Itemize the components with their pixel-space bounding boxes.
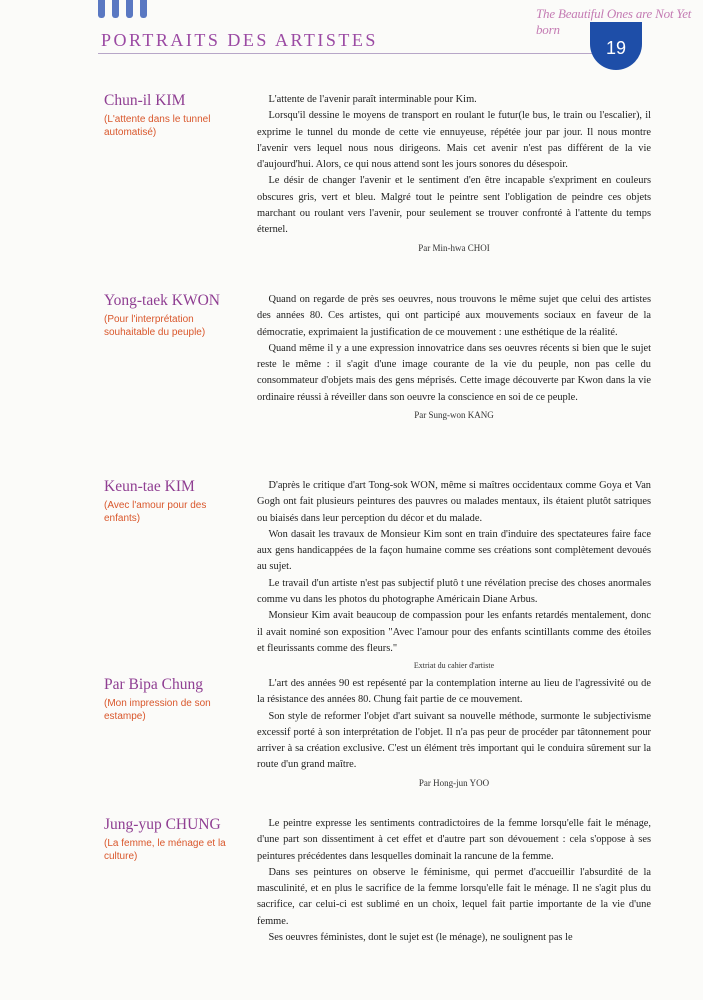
paragraph: Son style de reformer l'objet d'art suivant sa nouvelle méthode, surmonte le subjectivisme excessif porté à son interprétation de l'objet. Il n'a pas peur de procéder par tâtonnement pour arriver à sa création exclusive. C'est un élément très important qui le conduira sûrement sur la route d'un grand maître. [257,710,651,771]
book-tagline: The Beautiful Ones are Not Yet born [536,6,692,37]
artwork-title: (Pour l'interprétation souhaitable du peuple) [104,314,206,338]
paragraph: L'attente de l'avenir paraît interminable pour Kim. [268,94,477,105]
artist-description [257,478,651,675]
artist-name: Chun-il KIM [104,92,186,109]
header-divider [98,53,618,54]
decoration-bar [140,0,147,18]
section-title: PORTRAITS DES ARTISTES [101,30,378,50]
author-signature: Par Sung-won KANG [414,410,494,421]
paragraph: Quand même il y a une expression innovatrice dans ses oeuvres récents si bien que le sujet reste le même : il s'agit d'une image courante de la vie du peuple, non pas celle du consommateur d'objets mais des gens méprisés. Cette image découverte par Kwon dans la vie ordinaire réussi à réveiller dans son oeuvre la conscience en soi de ce peuple. [257,342,651,403]
paragraph: Le peintre expresse les sentiments contradictoires de la femme lorsqu'elle fait le ménage, d'une part son dissentiment à cet effet et d'autre part son dévouement : cela s'oppose à ses peintures précédentes dans lesquelles dominait la rancune de la femme. [257,818,651,862]
artwork-title: (Mon impression de son estampe) [104,698,211,722]
author-signature: Par Hong-jun YOO [418,777,490,788]
artist-name: Yong-taek KWON [104,292,220,309]
paragraph: Quand on regarde de près ses oeuvres, nous trouvons le même sujet que celui des artistes des années 80. Ces artistes, qui ont participé aux mouvements sociaux en faveur de la démocratie, exprimaient la justification de ce mouvement : une esthétique de la réalité. [257,294,651,338]
paragraph: Le désir de changer l'avenir et le sentiment d'en être incapable s'expriment en couleurs obscures gris, vert et bleu. Malgré tout le peintre sent l'obligation de peindre ces objets marchant ou roulant vers l'avenir, pour seulement se trouver confronté à l'attente du temps éternel. [257,175,651,236]
paragraph: Le travail d'un artiste n'est pas subjectif plutô t une révélation precise des choses anormales comme vu dans les photos du photographe Américain Diane Arbus. [257,577,651,606]
artist-description [257,292,651,423]
paragraph: D'après le critique d'art Tong-sok WON, même si maîtres occidentaux comme Goya et Van Gogh ont fait plusieurs peintures des pauvres ou malades mentaux, ils étaient plutôt satriques ou biaisés dans leur perception du décor et du malade. [257,480,651,524]
artist-description [257,92,651,256]
paragraph: Ses oeuvres féministes, dont le sujet est (le ménage), ne soulignent pas le [268,932,573,944]
paragraph: L'art des années 90 est repésenté par la contemplation interne au lieu de l'agressivité ou de la résistance des années 80. Chung fait partie de ce mouvement. [257,678,651,706]
paragraph: Lorsqu'il dessine le moyens de transport en roulant le futur(le bus, le train ou l'escalier), il exprime le tunnel du monde de cette vie ennuyeuse, répétée jour par jour. Il nous montre l'avenir vers lequel nous nous dirigeons. Mais cet avenir n'est pas différent de la vie d'aujourd'hui. Alors, ce qui nous attend sont les jours sonores du désespoir. [257,110,651,171]
page-number-tab [590,22,642,70]
artist-description [257,816,651,946]
decoration-bar [98,0,105,18]
header-decoration-bars [98,0,158,18]
artist-name: Par Bipa Chung [104,676,204,693]
decoration-bar [112,0,119,18]
author-signature: Par Min-hwa CHOI [418,242,490,253]
artwork-title: (L'attente dans le tunnel automatisé) [104,114,211,138]
artist-name: Jung-yup CHUNG [104,816,221,833]
decoration-bar [126,0,133,18]
artwork-title: (Avec l'amour pour des enfants) [104,500,207,524]
paragraph: Monsieur Kim avait beaucoup de compassion pour les enfants retardés mentalement, donc il avait nominé son exposition "Avec l'amour pour des enfants scintillants comme des étoiles et fleurissants comme des fleurs." [257,610,651,654]
artist-name: Keun-tae KIM [104,478,195,495]
page-number: 19 [605,38,627,58]
source-note: Extriat du cahier d'artiste [413,661,495,671]
artist-description [257,676,651,791]
artwork-title: (La femme, le ménage et la culture) [104,838,226,862]
paragraph: Won dasait les travaux de Monsieur Kim sont en train d'induire des spectateures faire face aux gens handicappées de la façon humaine comme ses créations sont complètement devoués au sujet. [257,528,651,573]
paragraph: Dans ses peintures on observe le féminisme, qui permet d'accueillir l'absurdité de la masculinité, et en plus le sacrifice de la femme lorsqu'elle fait le ménage. Il ne s'agit plus du sacrifice, car celui-ci est sublimé en un choix, lequel fait partie importante de la vie d'une femme. [257,866,651,927]
